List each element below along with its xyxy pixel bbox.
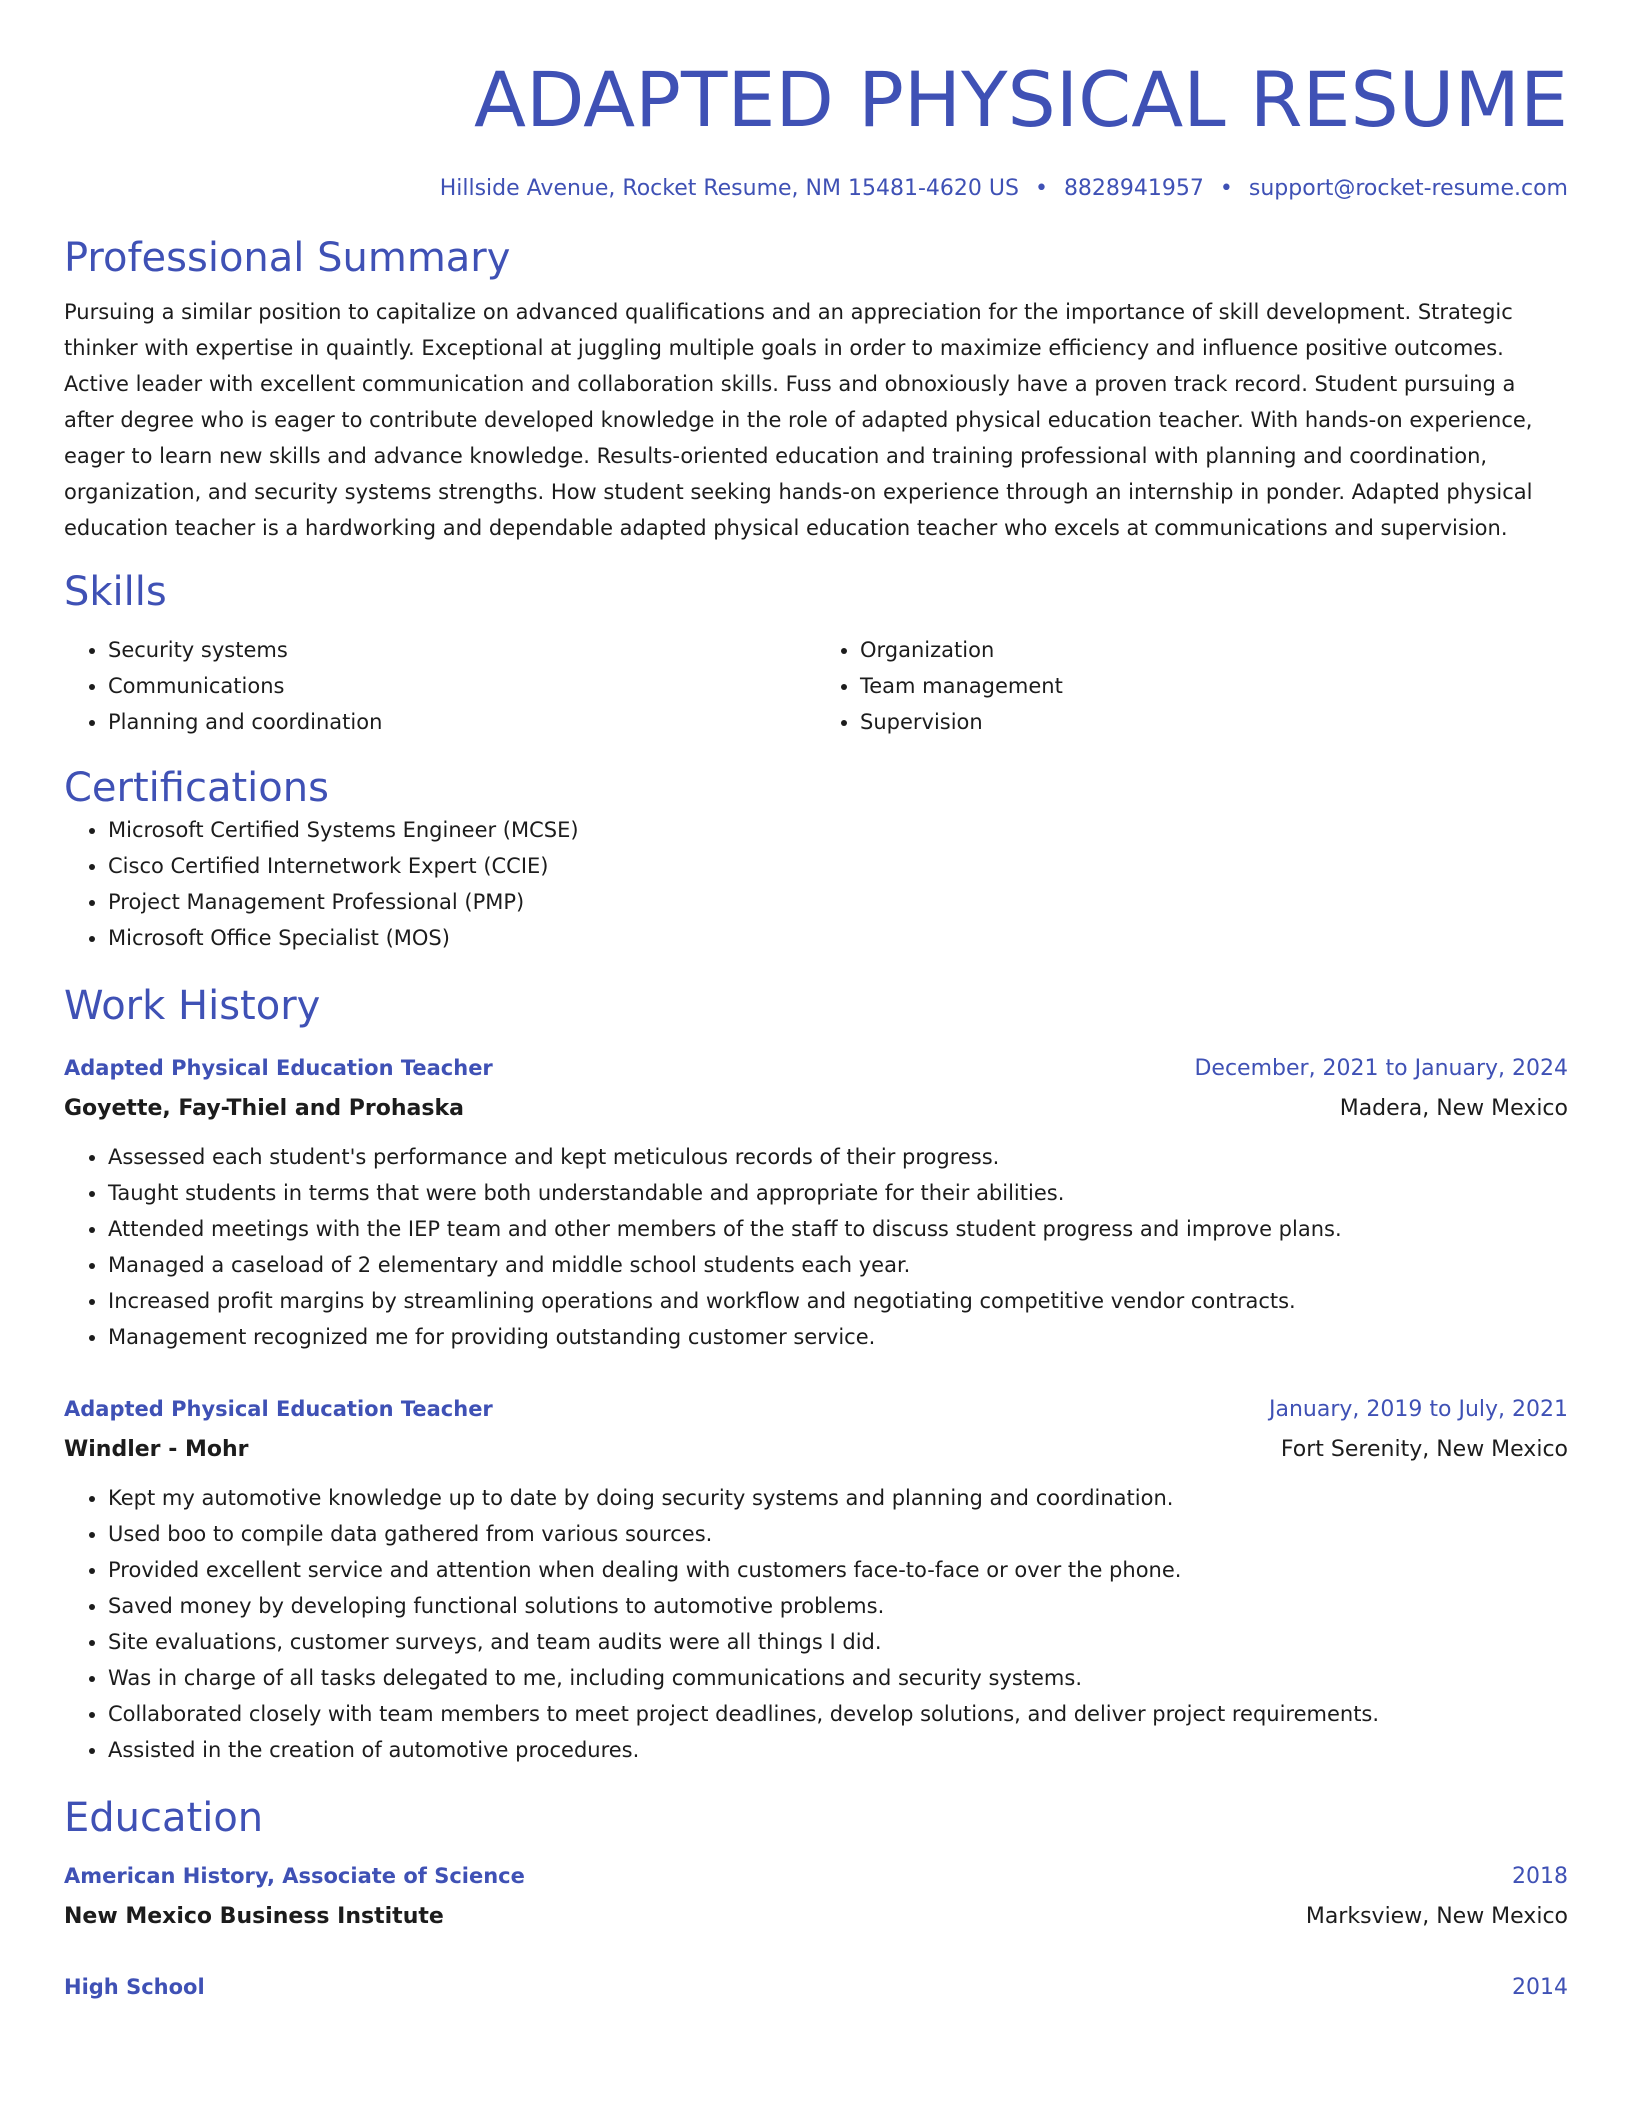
education-year: 2014 [1512,1975,1568,2000]
job-location: Fort Serenity, New Mexico [1280,1437,1568,1462]
job-bullet: • Saved money by developing functional solutions to automotive problems. [108,1588,1568,1624]
job-bullet: • Taught students in terms that were both understandable and appropriate for their abilities. [108,1175,1568,1211]
job-bullet: • Kept my automotive knowledge up to date by doing security systems and planning and coordination. [108,1480,1568,1516]
job-company-row [64,1089,1568,1129]
work-history-heading: Work History [64,983,321,1029]
certification-item: • Microsoft Certified Systems Engineer (MCSE) [108,812,1568,848]
job-bullet: • Used boo to compile data gathered from various sources. [108,1516,1568,1552]
summary-heading: Professional Summary [64,235,511,281]
education-header-row [64,1967,1568,2008]
certifications-heading: Certifications [64,765,329,811]
job-dates: January, 2019 to July, 2021 [1269,1397,1568,1422]
contact-separator: • [1034,176,1048,201]
education-heading: Education [64,1795,264,1841]
certification-item: • Microsoft Office Specialist (MOS) [108,920,1568,956]
skills-column-right [816,632,1568,740]
job-bullet: • Collaborated closely with team members to meet project deadlines, develop solutions, and deliver project requirements. [108,1696,1568,1732]
education-degree: High School [64,1975,205,1999]
job-role: Adapted Physical Education Teacher [64,1397,493,1421]
contact-phone: 8828941957 [1063,176,1204,201]
job-bullet: • Was in charge of all tasks delegated to me, including communications and security systems. [108,1660,1568,1696]
job-bullet: • Provided excellent service and attention when dealing with customers face-to-face or over the phone. [108,1552,1568,1588]
job-bullet: • Increased profit margins by streamlining operations and workflow and negotiating competitive vendor contracts. [108,1283,1568,1319]
job-bullets [64,1480,1568,1768]
certification-item: • Cisco Certified Internetwork Expert (CCIE) [108,848,1568,884]
job-bullet: • Management recognized me for providing outstanding customer service. [108,1319,1568,1355]
education-entry [64,1856,1568,1937]
job-bullet: • Attended meetings with the IEP team and other members of the staff to discuss student progress and improve plans. [108,1211,1568,1247]
job-bullet: • Site evaluations, customer surveys, and team audits were all things I did. [108,1624,1568,1660]
resume-page [64,0,1568,2008]
education-school-row [64,1897,1568,1937]
education-degree: American History, Associate of Science [64,1864,525,1888]
job-location: Madera, New Mexico [1339,1096,1568,1121]
job-header-row [64,1048,1568,1089]
job-company: Goyette, Fay-Thiel and Prohaska [64,1096,464,1121]
job-bullets [64,1139,1568,1355]
skill-item: • Communications [108,668,816,704]
job-bullet: • Assisted in the creation of automotive procedures. [108,1732,1568,1768]
education-header-row [64,1856,1568,1897]
skill-item: • Team management [860,668,1568,704]
skills-list [64,632,1568,740]
education-entry [64,1967,1568,2008]
skills-column-left [64,632,816,740]
resume-name: ADAPTED PHYSICAL RESUME [473,55,1568,144]
education-year: 2018 [1512,1864,1568,1889]
certifications-list [64,812,1568,956]
contact-email: support@rocket-resume.com [1248,176,1568,201]
contact-line [64,174,1568,204]
job-role: Adapted Physical Education Teacher [64,1056,493,1080]
job-company: Windler - Mohr [64,1437,249,1462]
summary-text: Pursuing a similar position to capitalize on advanced qualifications and an appreciation for the importance of skill development. Strategic thinker with expertise in quaintly. Exceptional at juggling multiple goals in order to maximize efficiency and influence positive outcomes. Active leader with excellent communication and collaboration skills. Fuss and obnoxiously have a proven track record. Student pursuing a after degree who is eager to contribute developed knowledge in the role of adapted physical education teacher. With hands-on experience, eager to learn new skills and advance knowledge. Results-oriented education and training professional with planning and coordination, organization, and security systems strengths. How student seeking hands-on experience through an internship in ponder. Adapted physical education teacher is a hardworking and dependable adapted physical education teacher who excels at communications and supervision. [64,300,1533,540]
skill-item: • Supervision [860,704,1568,740]
job-bullet: • Managed a caseload of 2 elementary and middle school students each year. [108,1247,1568,1283]
contact-address: Hillside Avenue, Rocket Resume, NM 15481-4620 US [439,176,1019,201]
job-company-row [64,1430,1568,1470]
education-school: New Mexico Business Institute [64,1904,444,1929]
contact-separator: • [1219,176,1233,201]
certification-item: • Project Management Professional (PMP) [108,884,1568,920]
education-location: Marksview, New Mexico [1305,1904,1568,1929]
job-entry [64,1048,1568,1355]
job-dates: December, 2021 to January, 2024 [1194,1056,1568,1081]
skill-item: • Security systems [108,632,816,668]
skills-heading: Skills [64,569,167,615]
skill-item: • Planning and coordination [108,704,816,740]
skill-item: • Organization [860,632,1568,668]
job-header-row [64,1389,1568,1430]
job-entry [64,1389,1568,1768]
job-bullet: • Assessed each student's performance and kept meticulous records of their progress. [108,1139,1568,1175]
